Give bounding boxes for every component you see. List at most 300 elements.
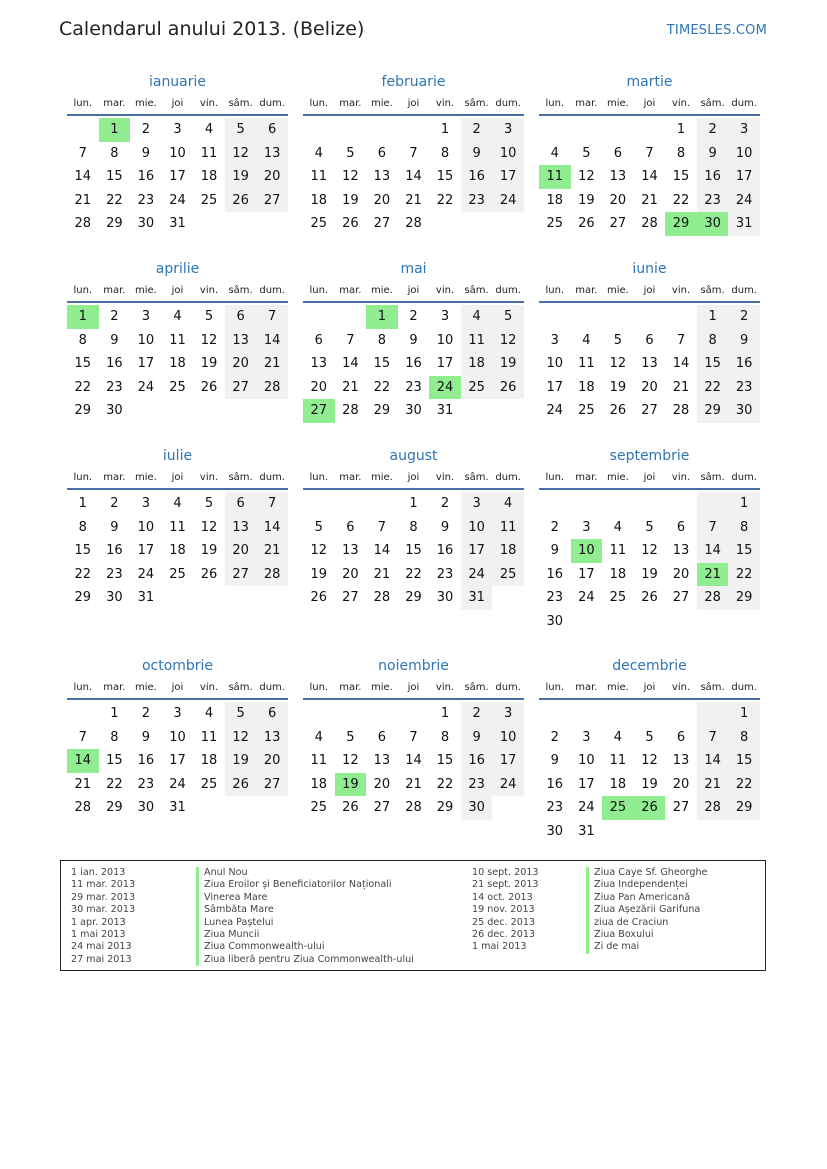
holiday-day-cell[interactable]: 1 <box>99 118 131 142</box>
day-cell[interactable]: 23 <box>436 566 454 582</box>
day-cell[interactable]: 11 <box>461 329 493 353</box>
day-cell[interactable]: 20 <box>342 566 359 582</box>
day-cell[interactable]: 23 <box>405 379 422 395</box>
day-cell[interactable]: 25 <box>578 403 595 419</box>
day-cell[interactable]: 11 <box>609 753 627 769</box>
day-cell[interactable]: 1 <box>78 496 87 511</box>
day-cell[interactable]: 3 <box>582 519 591 535</box>
day-cell[interactable]: 28 <box>342 403 359 419</box>
day-cell[interactable]: 2 <box>550 519 559 535</box>
day-cell[interactable]: 25 <box>200 192 218 208</box>
day-cell[interactable]: 5 <box>204 496 214 511</box>
day-cell[interactable]: 9 <box>141 145 151 161</box>
day-cell[interactable]: 25 <box>310 800 328 816</box>
day-cell[interactable]: 30 <box>137 216 155 232</box>
day-cell[interactable]: 17 <box>578 776 595 792</box>
day-cell[interactable]: 18 <box>609 566 627 582</box>
day-cell[interactable]: 22 <box>373 379 391 395</box>
day-cell[interactable]: 28 <box>641 216 658 232</box>
day-cell[interactable]: 14 <box>697 749 729 773</box>
day-cell[interactable]: 26 <box>225 189 257 213</box>
day-cell[interactable]: 23 <box>546 800 564 816</box>
holiday-day-cell[interactable]: 26 <box>634 796 666 820</box>
day-cell[interactable]: 19 <box>492 352 524 376</box>
day-cell[interactable]: 4 <box>204 122 214 137</box>
day-cell[interactable]: 23 <box>137 776 155 792</box>
day-cell[interactable]: 15 <box>74 543 92 559</box>
holiday-day-cell[interactable]: 11 <box>539 165 571 189</box>
day-cell[interactable]: 22 <box>697 376 729 400</box>
day-cell[interactable]: 1 <box>728 492 760 516</box>
day-cell[interactable]: 31 <box>461 586 493 610</box>
day-cell[interactable]: 28 <box>256 376 288 400</box>
day-cell[interactable]: 26 <box>200 379 218 395</box>
day-cell[interactable]: 10 <box>492 726 524 750</box>
day-cell[interactable]: 12 <box>492 329 524 353</box>
day-cell[interactable]: 28 <box>74 216 92 232</box>
day-cell[interactable]: 3 <box>728 118 760 142</box>
day-cell[interactable]: 28 <box>697 796 729 820</box>
day-cell[interactable]: 11 <box>492 516 524 540</box>
day-cell[interactable]: 6 <box>676 519 686 535</box>
day-cell[interactable]: 27 <box>672 590 690 606</box>
day-cell[interactable]: 2 <box>461 702 493 726</box>
day-cell[interactable]: 24 <box>137 379 155 395</box>
day-cell[interactable]: 17 <box>137 543 155 559</box>
day-cell[interactable]: 4 <box>492 492 524 516</box>
day-cell[interactable]: 27 <box>225 376 257 400</box>
day-cell[interactable]: 8 <box>78 332 87 348</box>
day-cell[interactable]: 1 <box>440 706 450 721</box>
day-cell[interactable]: 7 <box>256 305 288 329</box>
day-cell[interactable]: 22 <box>74 566 92 582</box>
day-cell[interactable]: 29 <box>373 403 391 419</box>
day-cell[interactable]: 10 <box>546 356 564 372</box>
day-cell[interactable]: 21 <box>74 192 92 208</box>
day-cell[interactable]: 23 <box>106 566 123 582</box>
day-cell[interactable]: 31 <box>578 823 595 839</box>
day-cell[interactable]: 1 <box>110 706 119 721</box>
day-cell[interactable]: 19 <box>225 165 257 189</box>
day-cell[interactable]: 22 <box>728 563 760 587</box>
day-cell[interactable]: 25 <box>169 379 186 395</box>
day-cell[interactable]: 24 <box>546 403 564 419</box>
day-cell[interactable]: 8 <box>440 729 450 745</box>
day-cell[interactable]: 13 <box>373 753 391 769</box>
day-cell[interactable]: 6 <box>377 145 387 161</box>
day-cell[interactable]: 29 <box>436 800 454 816</box>
day-cell[interactable]: 16 <box>728 352 760 376</box>
holiday-day-cell[interactable]: 29 <box>665 212 697 236</box>
day-cell[interactable]: 7 <box>78 145 87 161</box>
day-cell[interactable]: 16 <box>137 753 155 769</box>
day-cell[interactable]: 17 <box>137 356 155 372</box>
day-cell[interactable]: 4 <box>204 706 214 721</box>
day-cell[interactable]: 31 <box>728 212 760 236</box>
day-cell[interactable]: 31 <box>169 800 186 816</box>
day-cell[interactable]: 26 <box>342 216 359 232</box>
day-cell[interactable]: 15 <box>106 169 123 185</box>
day-cell[interactable]: 18 <box>310 192 328 208</box>
day-cell[interactable]: 4 <box>314 145 323 161</box>
holiday-day-cell[interactable]: 10 <box>571 539 603 563</box>
day-cell[interactable]: 5 <box>645 519 654 535</box>
day-cell[interactable]: 18 <box>609 776 627 792</box>
day-cell[interactable]: 20 <box>641 379 658 395</box>
day-cell[interactable]: 4 <box>613 729 623 745</box>
brand-link[interactable]: TIMESLES.COM <box>666 23 767 38</box>
day-cell[interactable]: 17 <box>546 379 564 395</box>
holiday-day-cell[interactable]: 30 <box>697 212 729 236</box>
day-cell[interactable]: 28 <box>697 586 729 610</box>
day-cell[interactable]: 6 <box>256 118 288 142</box>
day-cell[interactable]: 12 <box>342 753 359 769</box>
day-cell[interactable]: 5 <box>204 309 214 324</box>
day-cell[interactable]: 20 <box>672 566 690 582</box>
day-cell[interactable]: 9 <box>440 519 450 535</box>
day-cell[interactable]: 27 <box>672 800 690 816</box>
day-cell[interactable]: 8 <box>728 726 760 750</box>
day-cell[interactable]: 19 <box>200 356 218 372</box>
day-cell[interactable]: 18 <box>169 356 186 372</box>
day-cell[interactable]: 21 <box>256 352 288 376</box>
day-cell[interactable]: 11 <box>200 729 218 745</box>
day-cell[interactable]: 6 <box>256 702 288 726</box>
day-cell[interactable]: 14 <box>256 516 288 540</box>
day-cell[interactable]: 13 <box>225 329 257 353</box>
day-cell[interactable]: 15 <box>436 753 454 769</box>
day-cell[interactable]: 28 <box>74 800 92 816</box>
day-cell[interactable]: 17 <box>578 566 595 582</box>
holiday-day-cell[interactable]: 14 <box>67 749 99 773</box>
day-cell[interactable]: 29 <box>106 216 123 232</box>
day-cell[interactable]: 30 <box>405 403 422 419</box>
day-cell[interactable]: 9 <box>141 729 151 745</box>
day-cell[interactable]: 11 <box>310 753 328 769</box>
day-cell[interactable]: 6 <box>225 492 257 516</box>
day-cell[interactable]: 14 <box>342 356 359 372</box>
day-cell[interactable]: 24 <box>461 563 493 587</box>
day-cell[interactable]: 26 <box>200 566 218 582</box>
day-cell[interactable]: 15 <box>74 356 92 372</box>
day-cell[interactable]: 19 <box>200 543 218 559</box>
day-cell[interactable]: 16 <box>546 776 564 792</box>
day-cell[interactable]: 20 <box>225 539 257 563</box>
day-cell[interactable]: 8 <box>377 332 387 348</box>
day-cell[interactable]: 2 <box>141 122 151 137</box>
day-cell[interactable]: 13 <box>342 543 359 559</box>
day-cell[interactable]: 5 <box>346 145 355 161</box>
day-cell[interactable]: 28 <box>256 563 288 587</box>
day-cell[interactable]: 18 <box>546 192 564 208</box>
day-cell[interactable]: 16 <box>405 356 422 372</box>
day-cell[interactable]: 15 <box>697 352 729 376</box>
day-cell[interactable]: 6 <box>225 305 257 329</box>
day-cell[interactable]: 14 <box>697 539 729 563</box>
day-cell[interactable]: 13 <box>256 726 288 750</box>
day-cell[interactable]: 1 <box>676 122 686 137</box>
day-cell[interactable]: 11 <box>609 543 627 559</box>
day-cell[interactable]: 12 <box>578 169 595 185</box>
day-cell[interactable]: 20 <box>256 165 288 189</box>
day-cell[interactable]: 26 <box>225 773 257 797</box>
day-cell[interactable]: 1 <box>697 305 729 329</box>
day-cell[interactable]: 7 <box>256 492 288 516</box>
day-cell[interactable]: 6 <box>676 729 686 745</box>
day-cell[interactable]: 22 <box>436 192 454 208</box>
day-cell[interactable]: 21 <box>405 776 422 792</box>
day-cell[interactable]: 3 <box>141 496 151 511</box>
day-cell[interactable]: 4 <box>550 145 559 161</box>
day-cell[interactable]: 3 <box>440 309 450 324</box>
day-cell[interactable]: 10 <box>728 142 760 166</box>
day-cell[interactable]: 8 <box>78 519 87 535</box>
day-cell[interactable]: 17 <box>461 539 493 563</box>
day-cell[interactable]: 10 <box>137 519 155 535</box>
day-cell[interactable]: 28 <box>405 800 422 816</box>
day-cell[interactable]: 2 <box>409 309 418 324</box>
day-cell[interactable]: 29 <box>106 800 123 816</box>
day-cell[interactable]: 22 <box>728 773 760 797</box>
day-cell[interactable]: 30 <box>546 823 564 839</box>
day-cell[interactable]: 21 <box>373 566 391 582</box>
day-cell[interactable]: 1 <box>409 496 418 511</box>
day-cell[interactable]: 12 <box>200 519 218 535</box>
day-cell[interactable]: 25 <box>609 590 627 606</box>
day-cell[interactable]: 30 <box>728 399 760 423</box>
holiday-day-cell[interactable]: 1 <box>366 305 398 329</box>
day-cell[interactable]: 18 <box>169 543 186 559</box>
day-cell[interactable]: 11 <box>200 145 218 161</box>
day-cell[interactable]: 17 <box>169 753 186 769</box>
day-cell[interactable]: 21 <box>405 192 422 208</box>
day-cell[interactable]: 9 <box>697 142 729 166</box>
day-cell[interactable]: 25 <box>169 566 186 582</box>
day-cell[interactable]: 14 <box>74 169 92 185</box>
day-cell[interactable]: 22 <box>106 192 123 208</box>
day-cell[interactable]: 12 <box>641 543 658 559</box>
day-cell[interactable]: 10 <box>492 142 524 166</box>
day-cell[interactable]: 22 <box>672 192 690 208</box>
day-cell[interactable]: 20 <box>609 192 627 208</box>
day-cell[interactable]: 12 <box>342 169 359 185</box>
day-cell[interactable]: 11 <box>169 519 186 535</box>
day-cell[interactable]: 7 <box>697 516 729 540</box>
day-cell[interactable]: 21 <box>641 192 658 208</box>
day-cell[interactable]: 9 <box>461 142 493 166</box>
day-cell[interactable]: 1 <box>440 122 450 137</box>
day-cell[interactable]: 16 <box>137 169 155 185</box>
day-cell[interactable]: 15 <box>672 169 690 185</box>
day-cell[interactable]: 5 <box>492 305 524 329</box>
day-cell[interactable]: 14 <box>256 329 288 353</box>
day-cell[interactable]: 7 <box>676 332 686 348</box>
day-cell[interactable]: 8 <box>697 329 729 353</box>
day-cell[interactable]: 2 <box>728 305 760 329</box>
holiday-day-cell[interactable]: 19 <box>335 773 367 797</box>
day-cell[interactable]: 4 <box>613 519 623 535</box>
day-cell[interactable]: 27 <box>373 800 391 816</box>
day-cell[interactable]: 1 <box>728 702 760 726</box>
day-cell[interactable]: 19 <box>342 192 359 208</box>
day-cell[interactable]: 6 <box>377 729 387 745</box>
day-cell[interactable]: 31 <box>436 403 454 419</box>
day-cell[interactable]: 14 <box>405 169 422 185</box>
day-cell[interactable]: 12 <box>609 356 627 372</box>
day-cell[interactable]: 29 <box>697 399 729 423</box>
day-cell[interactable]: 3 <box>141 309 151 324</box>
day-cell[interactable]: 9 <box>110 519 119 535</box>
day-cell[interactable]: 19 <box>310 566 328 582</box>
day-cell[interactable]: 9 <box>110 332 119 348</box>
day-cell[interactable]: 24 <box>492 189 524 213</box>
day-cell[interactable]: 26 <box>310 590 328 606</box>
day-cell[interactable]: 20 <box>672 776 690 792</box>
day-cell[interactable]: 4 <box>582 332 591 348</box>
day-cell[interactable]: 23 <box>137 192 155 208</box>
day-cell[interactable]: 27 <box>641 403 658 419</box>
day-cell[interactable]: 13 <box>672 543 690 559</box>
day-cell[interactable]: 25 <box>546 216 564 232</box>
day-cell[interactable]: 16 <box>436 543 454 559</box>
day-cell[interactable]: 10 <box>578 753 595 769</box>
day-cell[interactable]: 20 <box>310 379 328 395</box>
day-cell[interactable]: 3 <box>173 122 182 137</box>
day-cell[interactable]: 24 <box>169 192 186 208</box>
day-cell[interactable]: 27 <box>609 216 627 232</box>
day-cell[interactable]: 20 <box>225 352 257 376</box>
day-cell[interactable]: 13 <box>256 142 288 166</box>
day-cell[interactable]: 9 <box>461 726 493 750</box>
day-cell[interactable]: 2 <box>440 496 450 511</box>
day-cell[interactable]: 28 <box>672 403 690 419</box>
day-cell[interactable]: 24 <box>578 800 595 816</box>
day-cell[interactable]: 23 <box>461 773 493 797</box>
day-cell[interactable]: 15 <box>436 169 454 185</box>
day-cell[interactable]: 7 <box>409 145 418 161</box>
day-cell[interactable]: 26 <box>641 590 658 606</box>
day-cell[interactable]: 3 <box>461 492 493 516</box>
day-cell[interactable]: 29 <box>74 590 92 606</box>
day-cell[interactable]: 7 <box>645 145 654 161</box>
day-cell[interactable]: 2 <box>550 729 559 745</box>
day-cell[interactable]: 25 <box>492 563 524 587</box>
day-cell[interactable]: 7 <box>377 519 387 535</box>
holiday-day-cell[interactable]: 21 <box>697 563 729 587</box>
day-cell[interactable]: 2 <box>461 118 493 142</box>
day-cell[interactable]: 6 <box>645 332 654 348</box>
day-cell[interactable]: 15 <box>106 753 123 769</box>
day-cell[interactable]: 6 <box>314 332 323 348</box>
day-cell[interactable]: 21 <box>74 776 92 792</box>
day-cell[interactable]: 2 <box>141 706 151 721</box>
day-cell[interactable]: 27 <box>373 216 391 232</box>
day-cell[interactable]: 22 <box>405 566 422 582</box>
day-cell[interactable]: 12 <box>225 726 257 750</box>
day-cell[interactable]: 7 <box>78 729 87 745</box>
day-cell[interactable]: 31 <box>169 216 186 232</box>
day-cell[interactable]: 27 <box>256 189 288 213</box>
day-cell[interactable]: 17 <box>492 749 524 773</box>
day-cell[interactable]: 5 <box>314 519 323 535</box>
day-cell[interactable]: 20 <box>373 192 391 208</box>
day-cell[interactable]: 30 <box>461 796 493 820</box>
day-cell[interactable]: 21 <box>342 379 359 395</box>
day-cell[interactable]: 31 <box>137 590 155 606</box>
day-cell[interactable]: 25 <box>310 216 328 232</box>
day-cell[interactable]: 17 <box>436 356 454 372</box>
day-cell[interactable]: 29 <box>728 796 760 820</box>
day-cell[interactable]: 11 <box>169 332 186 348</box>
day-cell[interactable]: 15 <box>373 356 391 372</box>
day-cell[interactable]: 18 <box>492 539 524 563</box>
day-cell[interactable]: 8 <box>110 729 119 745</box>
day-cell[interactable]: 18 <box>578 379 595 395</box>
day-cell[interactable]: 11 <box>310 169 328 185</box>
day-cell[interactable]: 15 <box>728 749 760 773</box>
day-cell[interactable]: 8 <box>676 145 686 161</box>
day-cell[interactable]: 6 <box>346 519 355 535</box>
day-cell[interactable]: 4 <box>173 496 182 511</box>
day-cell[interactable]: 26 <box>609 403 627 419</box>
day-cell[interactable]: 19 <box>225 749 257 773</box>
day-cell[interactable]: 29 <box>405 590 422 606</box>
day-cell[interactable]: 24 <box>492 773 524 797</box>
day-cell[interactable]: 25 <box>200 776 218 792</box>
day-cell[interactable]: 23 <box>461 189 493 213</box>
day-cell[interactable]: 5 <box>346 729 355 745</box>
day-cell[interactable]: 10 <box>169 145 186 161</box>
day-cell[interactable]: 13 <box>672 753 690 769</box>
day-cell[interactable]: 20 <box>373 776 391 792</box>
day-cell[interactable]: 14 <box>373 543 391 559</box>
day-cell[interactable]: 2 <box>697 118 729 142</box>
day-cell[interactable]: 9 <box>409 332 418 348</box>
day-cell[interactable]: 14 <box>405 753 422 769</box>
day-cell[interactable]: 30 <box>546 613 564 629</box>
day-cell[interactable]: 15 <box>405 543 422 559</box>
day-cell[interactable]: 29 <box>74 403 92 419</box>
day-cell[interactable]: 5 <box>645 729 654 745</box>
day-cell[interactable]: 23 <box>728 376 760 400</box>
day-cell[interactable]: 7 <box>697 726 729 750</box>
day-cell[interactable]: 26 <box>492 376 524 400</box>
day-cell[interactable]: 19 <box>609 379 627 395</box>
day-cell[interactable]: 13 <box>225 516 257 540</box>
day-cell[interactable]: 18 <box>310 776 328 792</box>
day-cell[interactable]: 29 <box>728 586 760 610</box>
day-cell[interactable]: 22 <box>106 776 123 792</box>
day-cell[interactable]: 27 <box>225 563 257 587</box>
day-cell[interactable]: 4 <box>314 729 323 745</box>
day-cell[interactable]: 10 <box>461 516 493 540</box>
day-cell[interactable]: 2 <box>110 309 119 324</box>
day-cell[interactable]: 19 <box>641 566 658 582</box>
holiday-day-cell[interactable]: 25 <box>602 796 634 820</box>
day-cell[interactable]: 24 <box>169 776 186 792</box>
day-cell[interactable]: 16 <box>461 165 493 189</box>
day-cell[interactable]: 4 <box>173 309 182 324</box>
holiday-day-cell[interactable]: 24 <box>429 376 461 400</box>
day-cell[interactable]: 16 <box>546 566 564 582</box>
day-cell[interactable]: 16 <box>461 749 493 773</box>
day-cell[interactable]: 15 <box>728 539 760 563</box>
day-cell[interactable]: 12 <box>310 543 328 559</box>
day-cell[interactable]: 13 <box>641 356 658 372</box>
day-cell[interactable]: 18 <box>200 753 218 769</box>
day-cell[interactable]: 3 <box>582 729 591 745</box>
day-cell[interactable]: 30 <box>137 800 155 816</box>
